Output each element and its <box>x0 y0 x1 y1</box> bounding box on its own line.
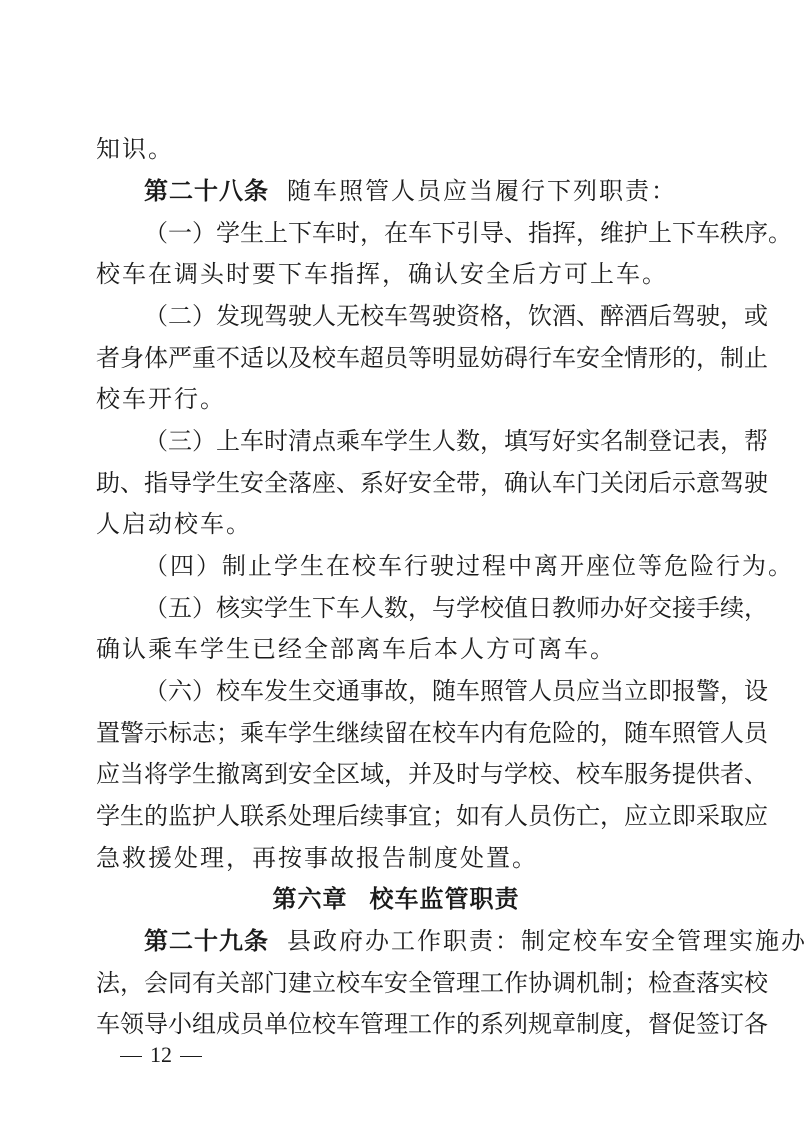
dash-right <box>180 1056 202 1057</box>
text-line: 法，会同有关部门建立校车安全管理工作协调机制；检查落实校 <box>96 969 768 997</box>
text-line: 校车在调头时要下车指挥，确认安全后方可上车。 <box>96 260 668 288</box>
article-lead-text: 随车照管人员应当履行下列职责： <box>287 177 677 205</box>
chapter-number: 第六章 <box>272 885 348 913</box>
text-line: （一）学生上下车时，在车下引导、指挥，维护上下车秩序。 <box>144 219 792 247</box>
text-line: 车领导小组成员单位校车管理工作的系列规章制度，督促签订各 <box>96 1010 768 1038</box>
text-line: 知识。 <box>96 135 174 163</box>
article-lead-text: 县政府办工作职责：制定校车安全管理实施办 <box>287 927 807 955</box>
page-number <box>112 1040 210 1070</box>
text-line: 人启动校车。 <box>96 510 252 538</box>
chapter-title: 校车监管职责 <box>369 885 520 913</box>
text-line: 急救援处理，再按事故报告制度处置。 <box>96 844 538 872</box>
text-line: （四）制止学生在校车行驶过程中离开座位等危险行为。 <box>144 552 794 580</box>
text-line: 置警示标志；乘车学生继续留在校车内有危险的，随车照管人员 <box>96 719 768 747</box>
article-28-heading <box>144 173 696 209</box>
page-number-value: 12 <box>150 1042 172 1067</box>
text-line: 校车开行。 <box>96 385 226 413</box>
article-29-heading <box>144 923 807 959</box>
chapter-heading <box>96 881 696 917</box>
text-line: 者身体严重不适以及校车超员等明显妨碍行车安全情形的，制止 <box>96 344 768 372</box>
article-number: 第二十八条 <box>144 177 269 205</box>
text-line: （二）发现驾驶人无校车驾驶资格，饮酒、醉酒后驾驶，或 <box>144 302 768 330</box>
text-line: 应当将学生撤离到安全区域，并及时与学校、校车服务提供者、 <box>96 760 768 788</box>
text-line: 助、指导学生安全落座、系好安全带，确认车门关闭后示意驾驶 <box>96 469 768 497</box>
dash-left <box>120 1056 142 1057</box>
text-line: （三）上车时清点乘车学生人数，填写好实名制登记表，帮 <box>144 427 768 455</box>
text-line: 确认乘车学生已经全部离车后本人方可离车。 <box>96 635 616 663</box>
article-number: 第二十九条 <box>144 927 269 955</box>
text-line: （六）校车发生交通事故，随车照管人员应当立即报警，设 <box>144 677 768 705</box>
text-line: 学生的监护人联系处理后续事宜；如有人员伤亡，应立即采取应 <box>96 802 768 830</box>
text-line: （五）核实学生下车人数，与学校值日教师办好交接手续， <box>144 594 768 622</box>
